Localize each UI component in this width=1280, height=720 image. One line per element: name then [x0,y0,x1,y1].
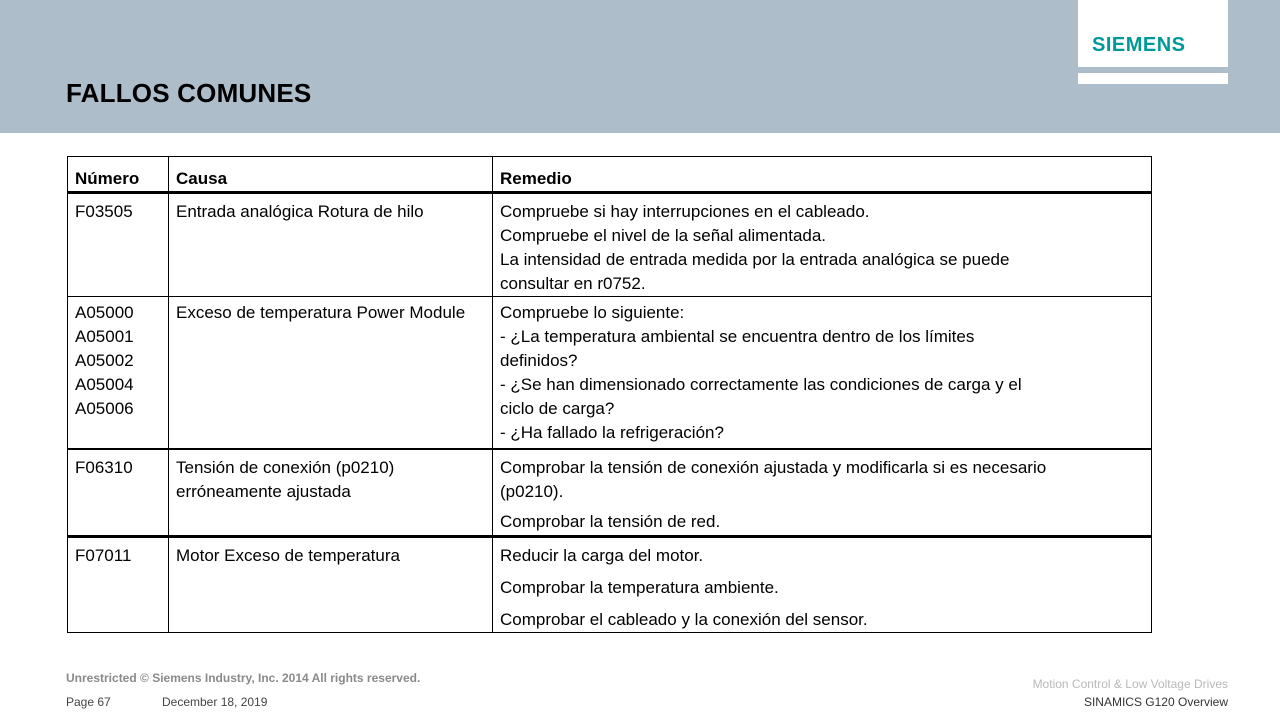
remedy-line: Reducir la carga del motor. [500,546,704,565]
remedy-line: ciclo de carga? [500,399,615,418]
remedy-line: Comprobar la temperatura ambiente. [500,578,779,597]
column-header-cause: Causa [169,157,493,193]
fault-code: F07011 [75,546,132,565]
fault-code-cell [68,449,169,537]
table-row [68,193,1152,297]
remedy-line: - ¿La temperatura ambiental se encuentra dentro de los límites [500,327,975,346]
cause-cell: Exceso de temperatura Power Module [169,297,493,449]
fault-code: A05000 [75,303,134,322]
fault-code-cell [68,193,169,297]
siemens-logo [1078,0,1228,84]
remedy-line: Comprobar el cableado y la conexión del sensor. [500,610,868,629]
fault-code: F03505 [75,202,133,221]
fault-code-cell [68,537,169,633]
fault-code: F06310 [75,457,133,477]
table-row [68,449,1152,537]
logo-wordmark: SIEMENS [1092,34,1186,56]
remedy-line: Compruebe el nivel de la señal alimentada. [500,226,827,245]
product-label: SINAMICS G120 Overview [1083,695,1228,709]
fault-code: A05004 [75,375,134,394]
cause-cell: Entrada analógica Rotura de hilo [169,193,493,297]
remedy-line: La intensidad de entrada medida por la entrada analógica se puede [500,250,1010,269]
column-header-remedy: Remedio [493,157,1152,193]
table-row [68,297,1152,449]
cause-cell: Tensión de conexión (p0210) erróneamente ajustada [169,449,493,537]
fault-code-cell [68,297,169,449]
remedy-cell [493,297,1152,449]
remedy-line: Comprobar la tensión de red. [500,511,721,531]
remedy-cell [493,193,1152,297]
fault-code: A05002 [75,351,134,370]
remedy-line: definidos? [500,351,578,370]
remedy-line: consultar en r0752. [500,274,646,293]
remedy-cell [493,537,1152,633]
page-title: FALLOS COMUNES [66,78,312,108]
remedy-line: Compruebe si hay interrupciones en el cableado. [500,202,870,221]
column-header-number: Número [68,157,169,193]
remedy-cell [493,449,1152,537]
page-number: Page 67 [66,695,111,709]
remedy-line: Compruebe lo siguiente: [500,303,685,322]
cause-cell: Motor Exceso de temperatura [169,537,493,633]
faults-table [67,156,1151,632]
table-row [68,537,1152,633]
remedy-line: (p0210). [500,481,564,501]
remedy-line: - ¿Se han dimensionado correctamente las condiciones de carga y el [500,375,1022,394]
footer-date: December 18, 2019 [162,695,268,709]
division-label: Motion Control & Low Voltage Drives [1032,677,1228,691]
copyright-notice: Unrestricted © Siemens Industry, Inc. 2014 All rights reserved. [66,671,421,685]
logo-divider [1078,67,1228,73]
table-header-row [68,157,1152,193]
fault-code: A05006 [75,399,134,418]
remedy-line: - ¿Ha fallado la refrigeración? [500,423,724,442]
remedy-line: Comprobar la tensión de conexión ajustada y modificarla si es necesario [500,457,1047,477]
fault-code: A05001 [75,327,134,346]
